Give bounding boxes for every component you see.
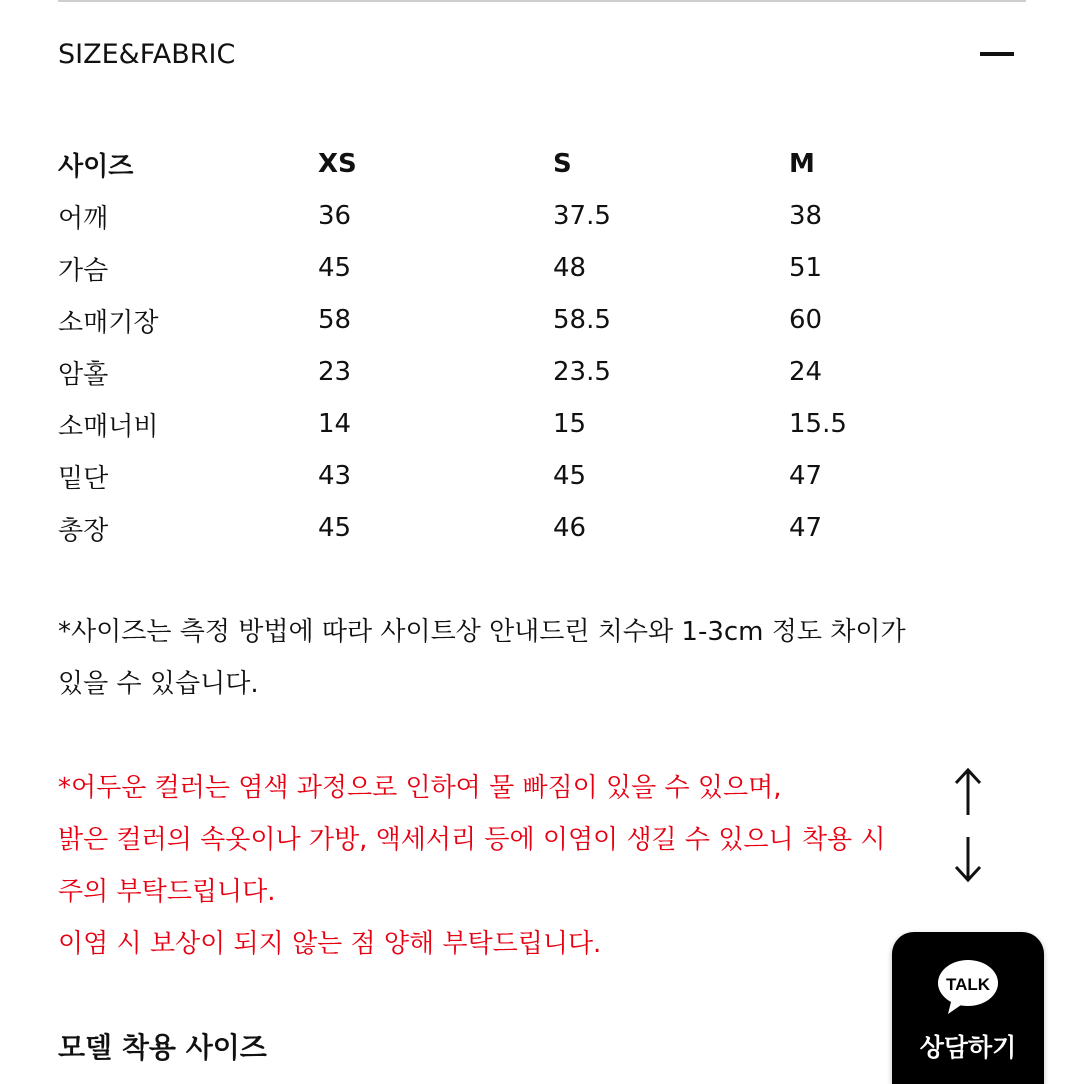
warning-line: *어두운 컬러는 염색 과정으로 인하여 물 빠짐이 있을 수 있으며,	[58, 773, 782, 803]
up-down-arrow-icon[interactable]	[948, 765, 988, 885]
warning-line: 주의 부탁드립니다.	[58, 877, 276, 907]
table-cell: 46	[553, 513, 587, 543]
talk-button-label: 상담하기	[919, 1033, 1017, 1062]
minus-icon[interactable]	[980, 52, 1014, 56]
table-header-cell: 사이즈	[58, 151, 134, 182]
talk-icon-text: TALK	[945, 975, 991, 994]
row-label: 소매너비	[58, 411, 159, 442]
table-row	[58, 346, 989, 398]
row-label: 암홀	[58, 359, 109, 390]
table-cell: 47	[789, 461, 823, 491]
top-divider	[58, 0, 1026, 2]
table-cell: 45	[318, 513, 352, 543]
table-cell: 15	[553, 409, 587, 439]
table-row	[58, 502, 989, 554]
table-row	[58, 450, 989, 502]
table-cell: 36	[318, 201, 352, 231]
table-header-cell: S	[553, 149, 572, 179]
table-cell: 51	[789, 253, 823, 283]
table-cell: 47	[789, 513, 823, 543]
section-title: SIZE&FABRIC	[58, 38, 236, 70]
table-cell: 58.5	[553, 305, 611, 335]
row-label: 가슴	[58, 255, 109, 286]
size-table	[58, 138, 989, 554]
table-header-cell: XS	[318, 149, 357, 179]
table-row	[58, 398, 989, 450]
row-label: 어깨	[58, 203, 109, 234]
table-row	[58, 242, 989, 294]
warning-line: 이염 시 보상이 되지 않는 점 양해 부탁드립니다.	[58, 929, 602, 959]
kakao-talk-consult-button[interactable]	[892, 932, 1044, 1084]
note-line: *사이즈는 측정 방법에 따라 사이트상 안내드린 치수와 1-3cm 정도 차이가	[58, 617, 906, 647]
speech-bubble-icon	[936, 958, 1000, 1016]
table-header-cell: M	[789, 149, 815, 179]
table-cell: 14	[318, 409, 352, 439]
row-label: 소매기장	[58, 307, 159, 338]
table-cell: 38	[789, 201, 823, 231]
model-size-title: 모델 착용 사이즈	[58, 1031, 267, 1064]
table-cell: 23	[318, 357, 352, 387]
table-cell: 43	[318, 461, 352, 491]
size-fabric-accordion-header[interactable]	[58, 34, 1028, 74]
row-label: 총장	[58, 515, 109, 546]
table-header-row	[58, 138, 989, 190]
row-label: 밑단	[58, 463, 109, 494]
table-cell: 60	[789, 305, 823, 335]
table-cell: 23.5	[553, 357, 611, 387]
table-cell: 37.5	[553, 201, 611, 231]
table-cell: 58	[318, 305, 352, 335]
table-cell: 45	[553, 461, 587, 491]
table-cell: 48	[553, 253, 587, 283]
table-cell: 45	[318, 253, 352, 283]
table-cell: 15.5	[789, 409, 847, 439]
size-measurement-note	[58, 606, 1048, 710]
note-line: 있을 수 있습니다.	[58, 669, 259, 699]
warning-line: 밝은 컬러의 속옷이나 가방, 액세서리 등에 이염이 생길 수 있으니 착용 시	[58, 825, 886, 855]
table-row	[58, 294, 989, 346]
table-cell: 24	[789, 357, 823, 387]
table-row	[58, 190, 989, 242]
